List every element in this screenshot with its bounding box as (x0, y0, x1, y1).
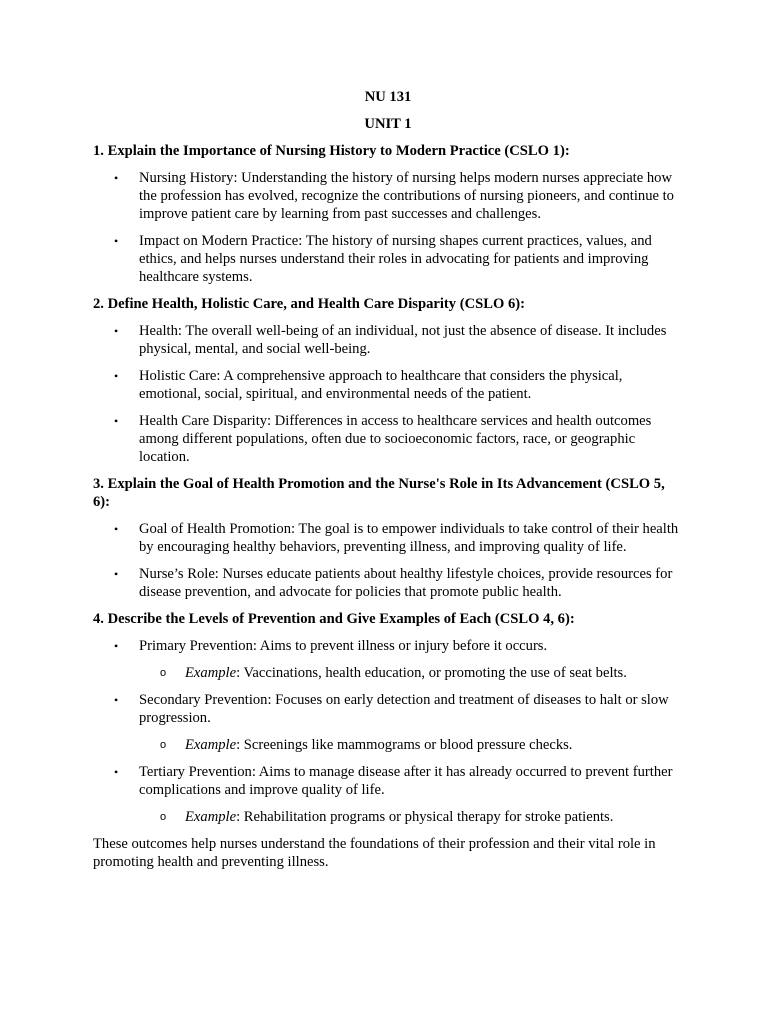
example-text: : Rehabilitation programs or physical therapy for stroke patients. (236, 809, 614, 825)
section-heading-2: 2. Define Health, Holistic Care, and Health Care Disparity (CSLO 6): (93, 296, 525, 312)
example-label: Example (185, 665, 237, 681)
bullet-icon: • (114, 414, 119, 428)
list-item (93, 169, 683, 223)
bullet-icon: • (114, 171, 119, 185)
list-item-text: Health: The overall well-being of an individual, not just the absence of disease. It includes physical, mental, and social well-being. (139, 323, 667, 357)
list-item-text: Goal of Health Promotion: The goal is to empower individuals to take control of their health by encouraging healthy behaviors, preventing illness, and improving quality of life. (139, 521, 679, 555)
example-item (139, 808, 683, 826)
list-item (93, 412, 683, 466)
list-item (93, 367, 683, 403)
document-page (93, 88, 683, 871)
bullet-icon: • (114, 234, 119, 248)
bullet-icon: • (114, 324, 119, 338)
example-item (139, 736, 683, 754)
section-heading-3: 3. Explain the Goal of Health Promotion and the Nurse's Role in Its Advancement (CSLO 5, 6): (93, 476, 665, 510)
bullet-icon: • (114, 693, 119, 707)
list-item-text: Nurse’s Role: Nurses educate patients about healthy lifestyle choices, provide resources for disease prevention, and advocate for policies that promote public health. (139, 566, 673, 600)
sub-bullet-icon: o (160, 667, 167, 679)
bullet-icon: • (114, 765, 119, 779)
section-list-4 (93, 637, 683, 826)
section-heading-4: 4. Describe the Levels of Prevention and Give Examples of Each (CSLO 4, 6): (93, 611, 575, 627)
list-item-text: Tertiary Prevention: Aims to manage disease after it has already occurred to prevent further complications and improve quality of life. (139, 764, 673, 798)
list-item-text: Nursing History: Understanding the history of nursing helps modern nurses appreciate how the profession has evolved, recognize the contributions of nursing pioneers, and continue to improve patient care by learning from past successes and challenges. (139, 170, 674, 222)
example-list (139, 808, 683, 826)
example-text: : Vaccinations, health education, or promoting the use of seat belts. (236, 665, 627, 681)
example-item (139, 664, 683, 682)
bullet-icon: • (114, 567, 119, 581)
sub-bullet-icon: o (160, 739, 167, 751)
list-item-text: Primary Prevention: Aims to prevent illness or injury before it occurs. (139, 638, 548, 654)
list-item (93, 565, 683, 601)
example-text: : Screenings like mammograms or blood pressure checks. (236, 737, 573, 753)
sub-bullet-icon: o (160, 811, 167, 823)
document-subtitle: UNIT 1 (364, 116, 412, 132)
list-item-text: Holistic Care: A comprehensive approach to healthcare that considers the physical, emotional, social, spiritual, and environmental needs of the patient. (139, 368, 623, 402)
section-list-2 (93, 322, 683, 466)
list-item-text: Health Care Disparity: Differences in access to healthcare services and health outcomes among different populations, often due to socioeconomic factors, race, or geographic location. (139, 413, 652, 465)
example-label: Example (185, 737, 237, 753)
list-item (93, 763, 683, 826)
section-list-3 (93, 520, 683, 601)
section-list-1 (93, 169, 683, 286)
document-title: NU 131 (364, 89, 412, 105)
example-list (139, 664, 683, 682)
closing-paragraph: These outcomes help nurses understand the foundations of their profession and their vital role in promoting health and preventing illness. (93, 836, 656, 870)
list-item (93, 691, 683, 754)
list-item (93, 232, 683, 286)
example-list (139, 736, 683, 754)
section-heading-1: 1. Explain the Importance of Nursing History to Modern Practice (CSLO 1): (93, 143, 570, 159)
list-item-text: Impact on Modern Practice: The history of nursing shapes current practices, values, and ethics, and helps nurses understand their roles in advocating for patients and improving healthcare systems. (139, 233, 652, 285)
list-item-text: Secondary Prevention: Focuses on early detection and treatment of diseases to halt or slow progression. (139, 692, 669, 726)
list-item (93, 520, 683, 556)
example-label: Example (185, 809, 237, 825)
bullet-icon: • (114, 522, 119, 536)
bullet-icon: • (114, 369, 119, 383)
list-item (93, 322, 683, 358)
bullet-icon: • (114, 639, 119, 653)
list-item (93, 637, 683, 682)
